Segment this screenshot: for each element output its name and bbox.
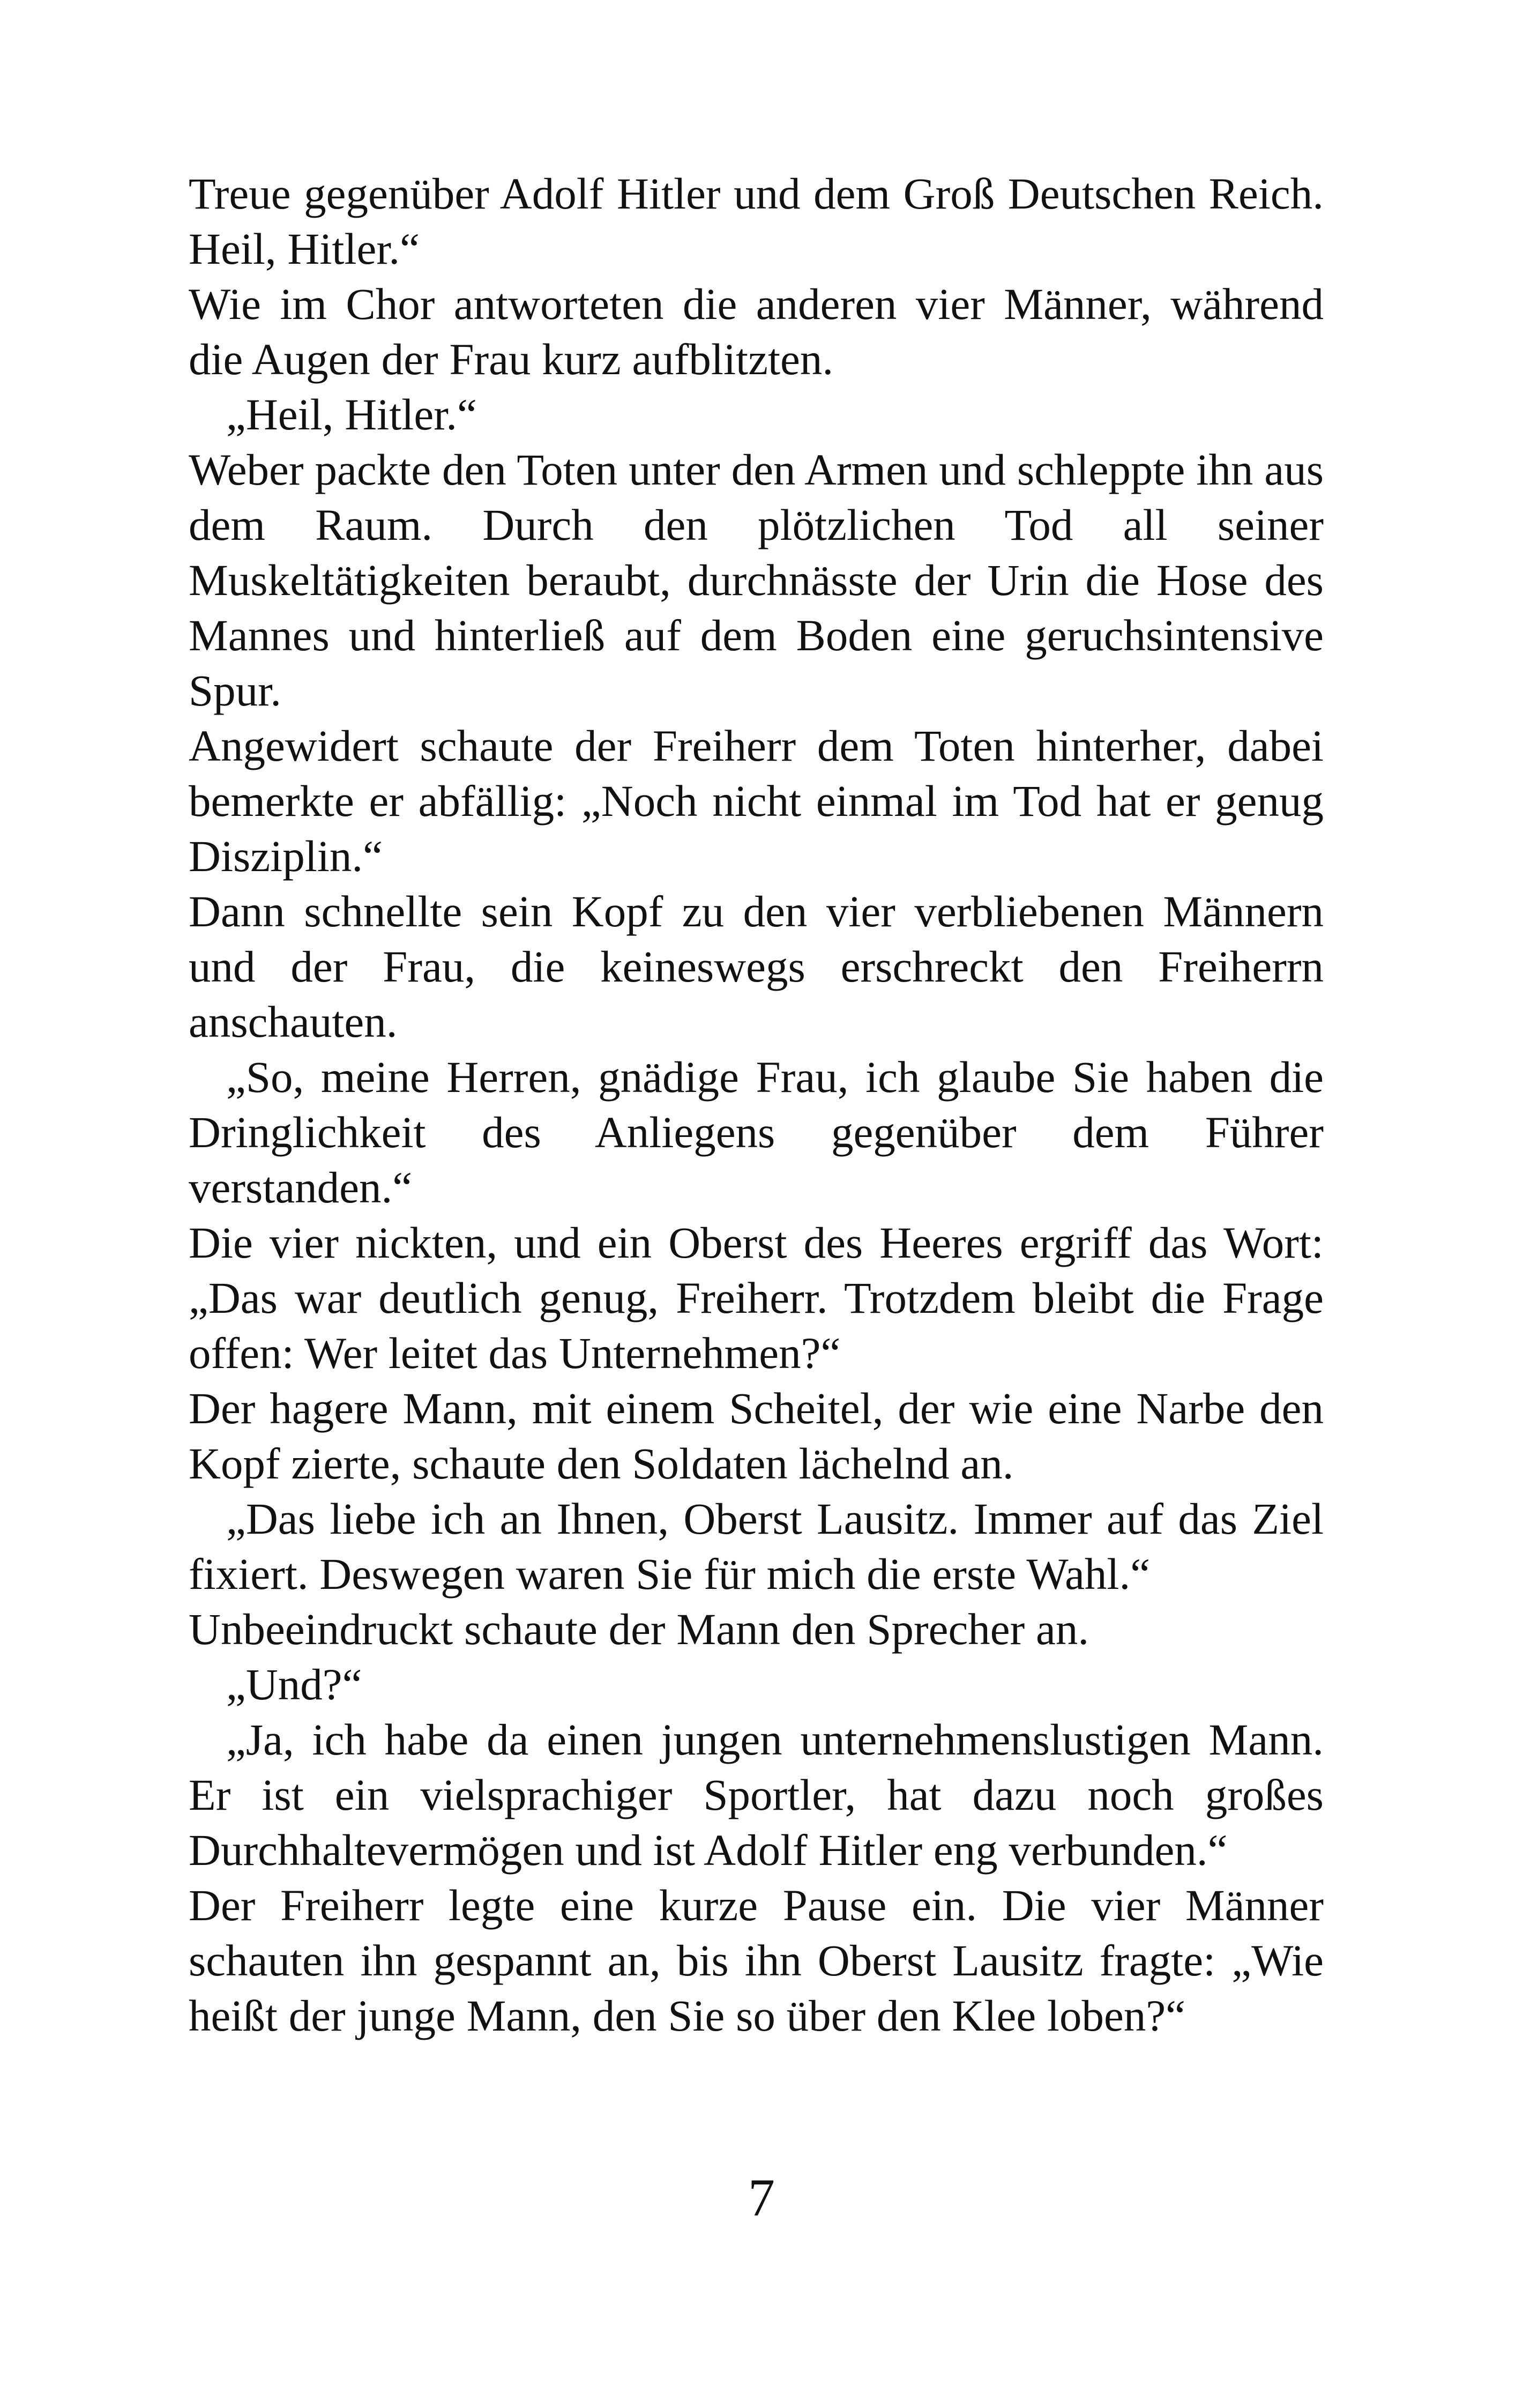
dialog-paragraph: „Heil, Hitler.“ [226, 390, 477, 439]
dialog-paragraph: „So, meine Herren, gnädige Frau, ich glaube Sie haben die Dringlichkeit des Anliegens gegenüber dem Führer verstanden.“ [189, 1052, 1324, 1212]
paragraph: Der Freiherr legte eine kurze Pause ein. Die vier Männer schauten ihn gespannt an, bis ihn Oberst Lausitz fragte: „Wie heißt der junge Mann, den Sie so über den Klee loben?“ [189, 1881, 1324, 2040]
dialog-paragraph: „Ja, ich habe da einen jungen unternehmenslustigen Mann. Er ist ein vielsprachiger Sportler, hat dazu noch großes Durchhaltevermögen und ist Adolf Hitler eng verbunden.“ [189, 1715, 1324, 1875]
paragraph: Weber packte den Toten unter den Armen und schleppte ihn aus dem Raum. Durch den plötzlichen Tod all seiner Muskeltätigkeiten beraubt, durchnässte der Urin die Hose des Mannes und hinterließ auf dem Boden eine geruchsintensive Spur. [189, 445, 1324, 715]
paragraph: Treue gegenüber Adolf Hitler und dem Groß Deutschen Reich. Heil, Hitler.“ [189, 169, 1324, 273]
paragraph: Unbeeindruckt schaute der Mann den Sprecher an. [189, 1604, 1089, 1654]
paragraph: Wie im Chor antworteten die anderen vier Männer, während die Augen der Frau kurz aufblitzten. [189, 279, 1324, 384]
paragraph: Die vier nickten, und ein Oberst des Heeres ergriff das Wort: „Das war deutlich genug, Freiherr. Trotzdem bleibt die Frage offen: Wer leitet das Unternehmen?“ [189, 1218, 1324, 1378]
dialog-paragraph: „Das liebe ich an Ihnen, Oberst Lausitz. Immer auf das Ziel fixiert. Deswegen waren Sie für mich die erste Wahl.“ [189, 1494, 1324, 1599]
body-text [189, 166, 1324, 2043]
paragraph: Der hagere Mann, mit einem Scheitel, der wie eine Narbe den Kopf zierte, schaute den Soldaten lächelnd an. [189, 1384, 1324, 1488]
paragraph: Dann schnellte sein Kopf zu den vier verbliebenen Männern und der Frau, die keineswegs erschreckt den Freiherrn anschauten. [189, 887, 1324, 1046]
page-number: 7 [748, 2168, 775, 2227]
dialog-paragraph: „Und?“ [226, 1660, 362, 1709]
paragraph: Angewidert schaute der Freiherr dem Toten hinterher, dabei bemerkte er abfällig: „Noch nicht einmal im Tod hat er genug Disziplin.“ [189, 721, 1324, 881]
